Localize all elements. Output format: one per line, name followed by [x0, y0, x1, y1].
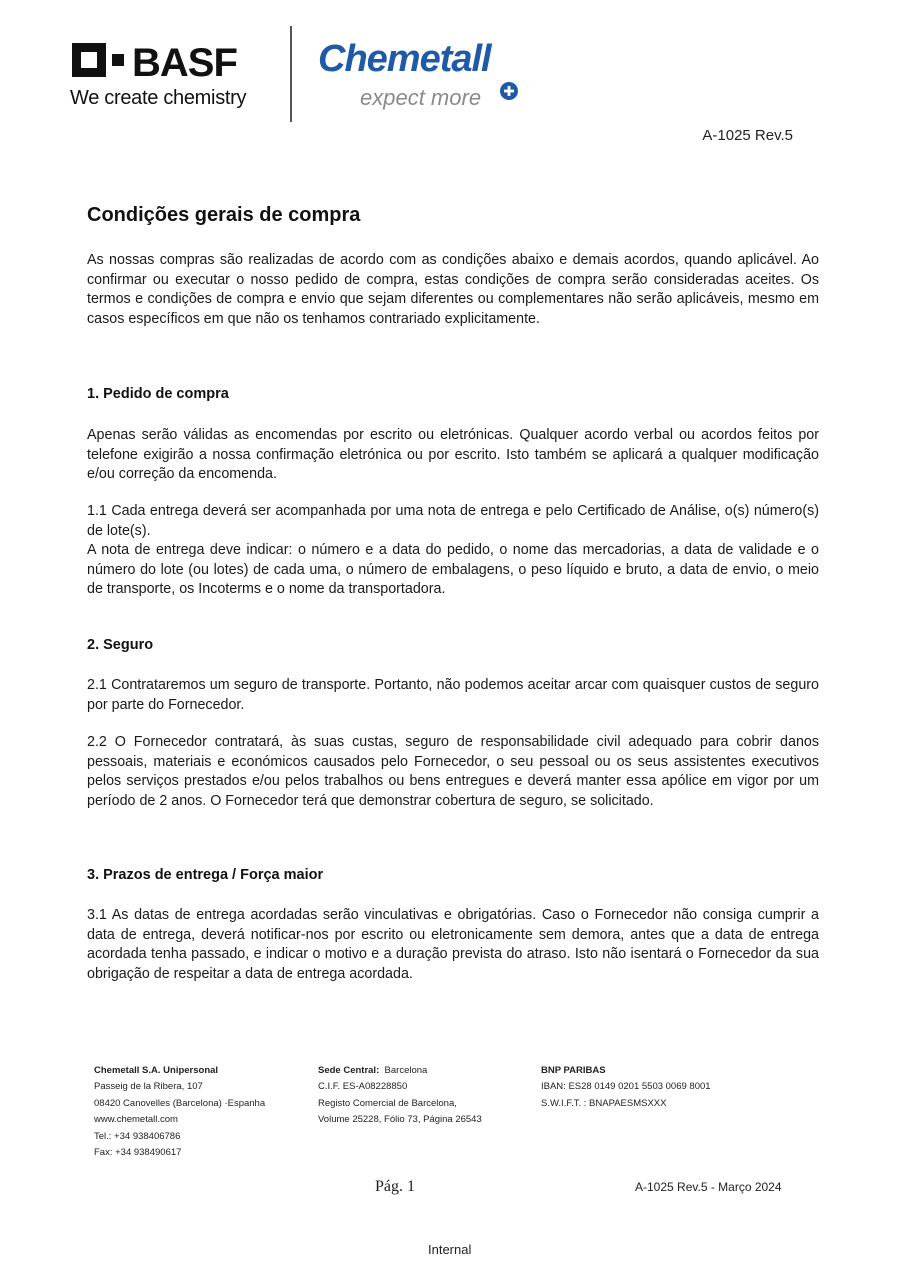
classification-label: Internal [428, 1242, 472, 1257]
section-heading-pedido: 1. Pedido de compra [87, 386, 229, 402]
company-website: www.chemetall.com [94, 1114, 178, 1126]
plus-circle-icon [500, 82, 518, 100]
footer-document-reference: A-1025 Rev.5 - Março 2024 [635, 1180, 782, 1194]
footer-company-info [94, 1063, 265, 1161]
hq-volume: Volume 25228, Fólio 73, Página 26543 [318, 1114, 482, 1126]
intro-paragraph: As nossas compras são realizadas de acordo com as condições abaixo e demais acordos, quando aplicável. Ao confirmar ou executar o nosso pedido de compra, estas condições de compra serão consideradas aceites. Os termos e condições de compra e envio que sejam diferentes ou complementares não serão aplicáveis, mesmo em casos específicos em que não os tenhamos contrariado explicitamente. [87, 252, 819, 327]
bank-swift: S.W.I.F.T. : BNAPAESMSXXX [541, 1097, 667, 1109]
basf-wordmark: BASF [132, 42, 237, 80]
footer-hq-info [318, 1063, 482, 1129]
section-2-2-paragraph: 2.2 O Fornecedor contratará, às suas custas, seguro de responsabilidade civil adequado para cobrir danos pessoais, materiais e económicos causados pelo Fornecedor, o seu pessoal ou os seus assistentes executivos pelos serviços prestados e/ou pelos trabalhos ou bens entregues e deverá manter essa apólice em vigor por um período de 2 anos. O Fornecedor terá que demonstrar cobertura de seguro, se solicitado. [87, 734, 819, 809]
bank-name: BNP PARIBAS [541, 1065, 606, 1076]
chemetall-tagline: expect more [360, 85, 482, 110]
hq-label: Sede Central: [318, 1065, 380, 1076]
section-heading-prazos: 3. Prazos de entrega / Força maior [87, 867, 324, 883]
section-1-paragraph: Apenas serão válidas as encomendas por escrito ou eletrónicas. Qualquer acordo verbal ou acordos feitos por telefone exigirão a nossa confirmação eletrónica ou por escrito. Isto também se aplicará a qualquer modificação e/ou correção da encomenda. [87, 427, 819, 483]
section-1-1-delivery-note: A nota de entrega deve indicar: o número e a data do pedido, o nome das mercadorias, a data de validade e o número do lote (ou lotes) de cada uma, o número de embalagens, o peso líquido e bruto, a data de envio, o meio de transporte, os Incoterms e o nome da transportadora. [87, 542, 819, 598]
section-1-1-paragraph: 1.1 Cada entrega deverá ser acompanhada por uma nota de entrega e pelo Certificado de Análise, o(s) número(s) de lote(s). [87, 503, 819, 539]
company-name: Chemetall S.A. Unipersonal [94, 1065, 219, 1076]
bank-iban: IBAN: ES28 0149 0201 5503 0069 8001 [541, 1081, 711, 1093]
hq-city: Barcelona [384, 1065, 428, 1076]
document-reference: A-1025 Rev.5 [702, 127, 793, 144]
hq-registry: Registo Comercial de Barcelona, [318, 1097, 457, 1109]
company-phone: Tel.: +34 938406786 [94, 1130, 181, 1142]
basf-logo [72, 42, 262, 80]
hq-cif: C.I.F. ES-A08228850 [318, 1081, 408, 1093]
section-heading-seguro: 2. Seguro [87, 637, 154, 653]
footer-bank-info [541, 1063, 711, 1112]
company-city: 08420 Canovelles (Barcelona) ·Espanha [94, 1097, 266, 1109]
page-number: Pág. 1 [375, 1178, 415, 1195]
company-address: Passeig de la Ribera, 107 [94, 1081, 203, 1093]
company-fax: Fax: +34 938490617 [94, 1147, 182, 1159]
logo-divider [290, 26, 292, 122]
chemetall-wordmark: Chemetall [318, 38, 491, 80]
section-3-1-paragraph: 3.1 As datas de entrega acordadas serão vinculativas e obrigatórias. Caso o Fornecedor não consiga cumprir a data de entrega, deverá notificar-nos por escrito ou eletronicamente sem demora, antes que a data de entrega acordada tenha passado, e indicar o motivo e a duração prevista do atraso. Isto não isentará o Fornecedor da sua obrigação de respeitar a data de entrega acordada. [87, 907, 819, 982]
basf-tagline: We create chemistry [70, 87, 247, 109]
page-title: Condições gerais de compra [87, 204, 361, 226]
section-2-1-paragraph: 2.1 Contrataremos um seguro de transporte. Portanto, não podemos aceitar arcar com quaisquer custos de seguro por parte do Fornecedor. [87, 677, 819, 713]
